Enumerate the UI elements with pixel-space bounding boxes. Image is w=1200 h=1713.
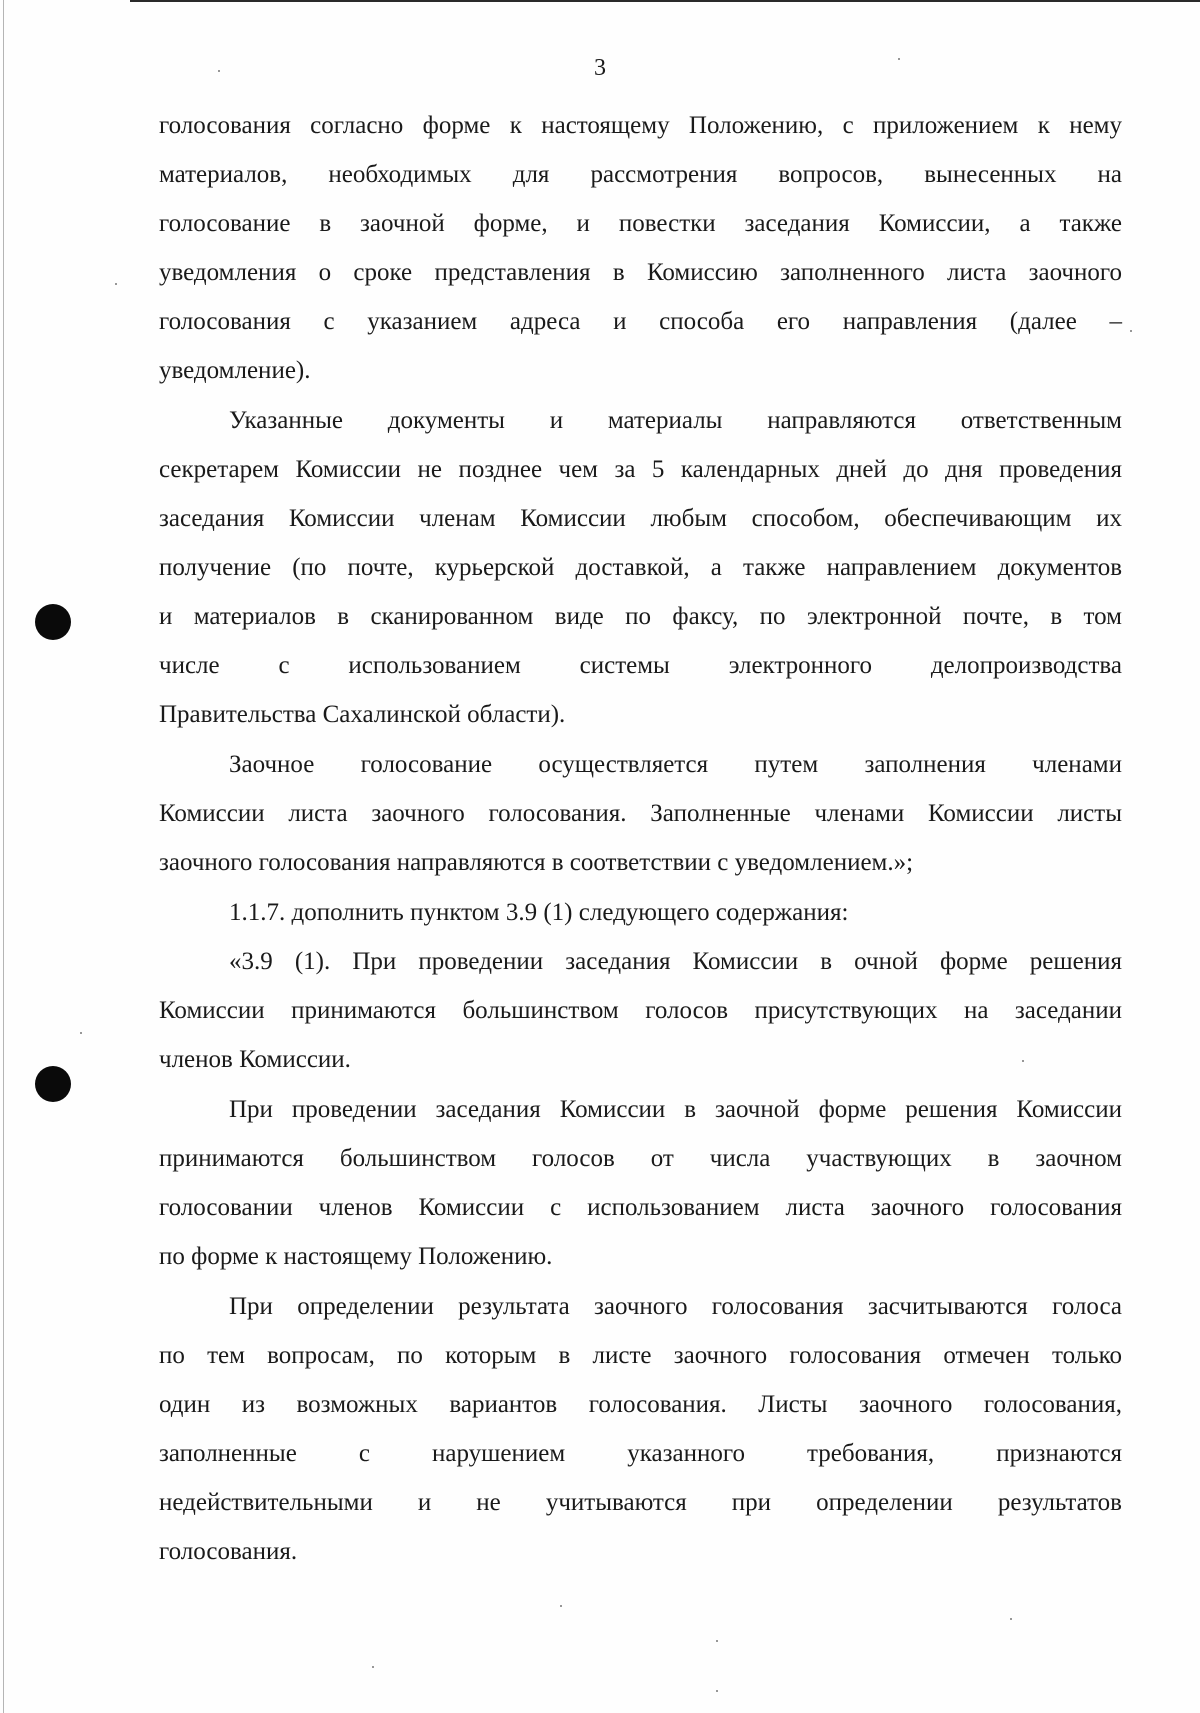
text-line: недействительными и не учитываются при определении результатов bbox=[159, 1489, 1122, 1516]
text-line: принимаются большинством голосов от числа участвующих в заочном bbox=[159, 1145, 1122, 1172]
text-line: материалов, необходимых для рассмотрения вопросов, вынесенных на bbox=[159, 161, 1122, 188]
scan-speck bbox=[560, 1605, 562, 1607]
text-line: заочного голосования направляются в соответствии с уведомлением.»; bbox=[159, 849, 914, 876]
text-line: по форме к настоящему Положению. bbox=[159, 1243, 553, 1270]
scan-speck bbox=[218, 70, 220, 72]
punch-hole-lower bbox=[35, 1066, 71, 1102]
scan-speck bbox=[1010, 1618, 1012, 1620]
text-line: голосовании членов Комиссии с использованием листа заочного голосования bbox=[159, 1194, 1122, 1221]
scan-speck bbox=[115, 283, 117, 285]
scan-speck bbox=[716, 1640, 718, 1642]
text-line: секретарем Комиссии не позднее чем за 5 календарных дней до дня проведения bbox=[159, 456, 1122, 483]
paragraph-first-line: «3.9 (1). При проведении заседания Комиссии в очной форме решения bbox=[229, 948, 1122, 975]
text-line: голосования. bbox=[159, 1538, 298, 1565]
text-line: членов Комиссии. bbox=[159, 1046, 351, 1073]
scan-speck bbox=[898, 58, 900, 60]
text-line: Комиссии принимаются большинством голосов присутствующих на заседании bbox=[159, 997, 1122, 1024]
paragraph-first-line: Указанные документы и материалы направляются ответственным bbox=[229, 407, 1122, 434]
text-line: заполненные с нарушением указанного требования, признаются bbox=[159, 1440, 1122, 1467]
text-line: голосования согласно форме к настоящему Положению, с приложением к нему bbox=[159, 112, 1122, 139]
text-line: уведомления о сроке представления в Комиссию заполненного листа заочного bbox=[159, 259, 1122, 286]
text-line: один из возможных вариантов голосования. Листы заочного голосования, bbox=[159, 1391, 1122, 1418]
scan-speck bbox=[80, 1032, 82, 1034]
text-line: Правительства Сахалинской области). bbox=[159, 701, 566, 728]
text-line: и материалов в сканированном виде по факсу, по электронной почте, в том bbox=[159, 603, 1122, 630]
text-line: по тем вопросам, по которым в листе заочного голосования отмечен только bbox=[159, 1342, 1122, 1369]
left-border-line bbox=[3, 0, 4, 1713]
scan-speck bbox=[716, 1690, 718, 1692]
text-line: заседания Комиссии членам Комиссии любым способом, обеспечивающим их bbox=[159, 505, 1122, 532]
text-line: голосования с указанием адреса и способа его направления (далее – bbox=[159, 308, 1122, 335]
paragraph-first-line: 1.1.7. дополнить пунктом 3.9 (1) следующего содержания: bbox=[229, 899, 849, 926]
text-line: получение (по почте, курьерской доставкой, а также направлением документов bbox=[159, 554, 1122, 581]
paragraph-first-line: Заочное голосование осуществляется путем заполнения членами bbox=[229, 751, 1122, 778]
scan-speck bbox=[1022, 1060, 1024, 1062]
punch-hole-upper bbox=[35, 604, 71, 640]
text-line: числе с использованием системы электронного делопроизводства bbox=[159, 652, 1122, 679]
top-border-line bbox=[130, 0, 1200, 2]
text-line: Комиссии листа заочного голосования. Заполненные членами Комиссии листы bbox=[159, 800, 1122, 827]
paragraph-first-line: При определении результата заочного голосования засчитываются голоса bbox=[229, 1293, 1122, 1320]
scan-speck bbox=[372, 1666, 374, 1668]
scan-speck bbox=[1130, 330, 1132, 332]
page-number: 3 bbox=[594, 55, 606, 81]
text-line: уведомление). bbox=[159, 357, 311, 384]
paragraph-first-line: При проведении заседания Комиссии в заочной форме решения Комиссии bbox=[229, 1096, 1122, 1123]
text-line: голосование в заочной форме, и повестки заседания Комиссии, а также bbox=[159, 210, 1122, 237]
